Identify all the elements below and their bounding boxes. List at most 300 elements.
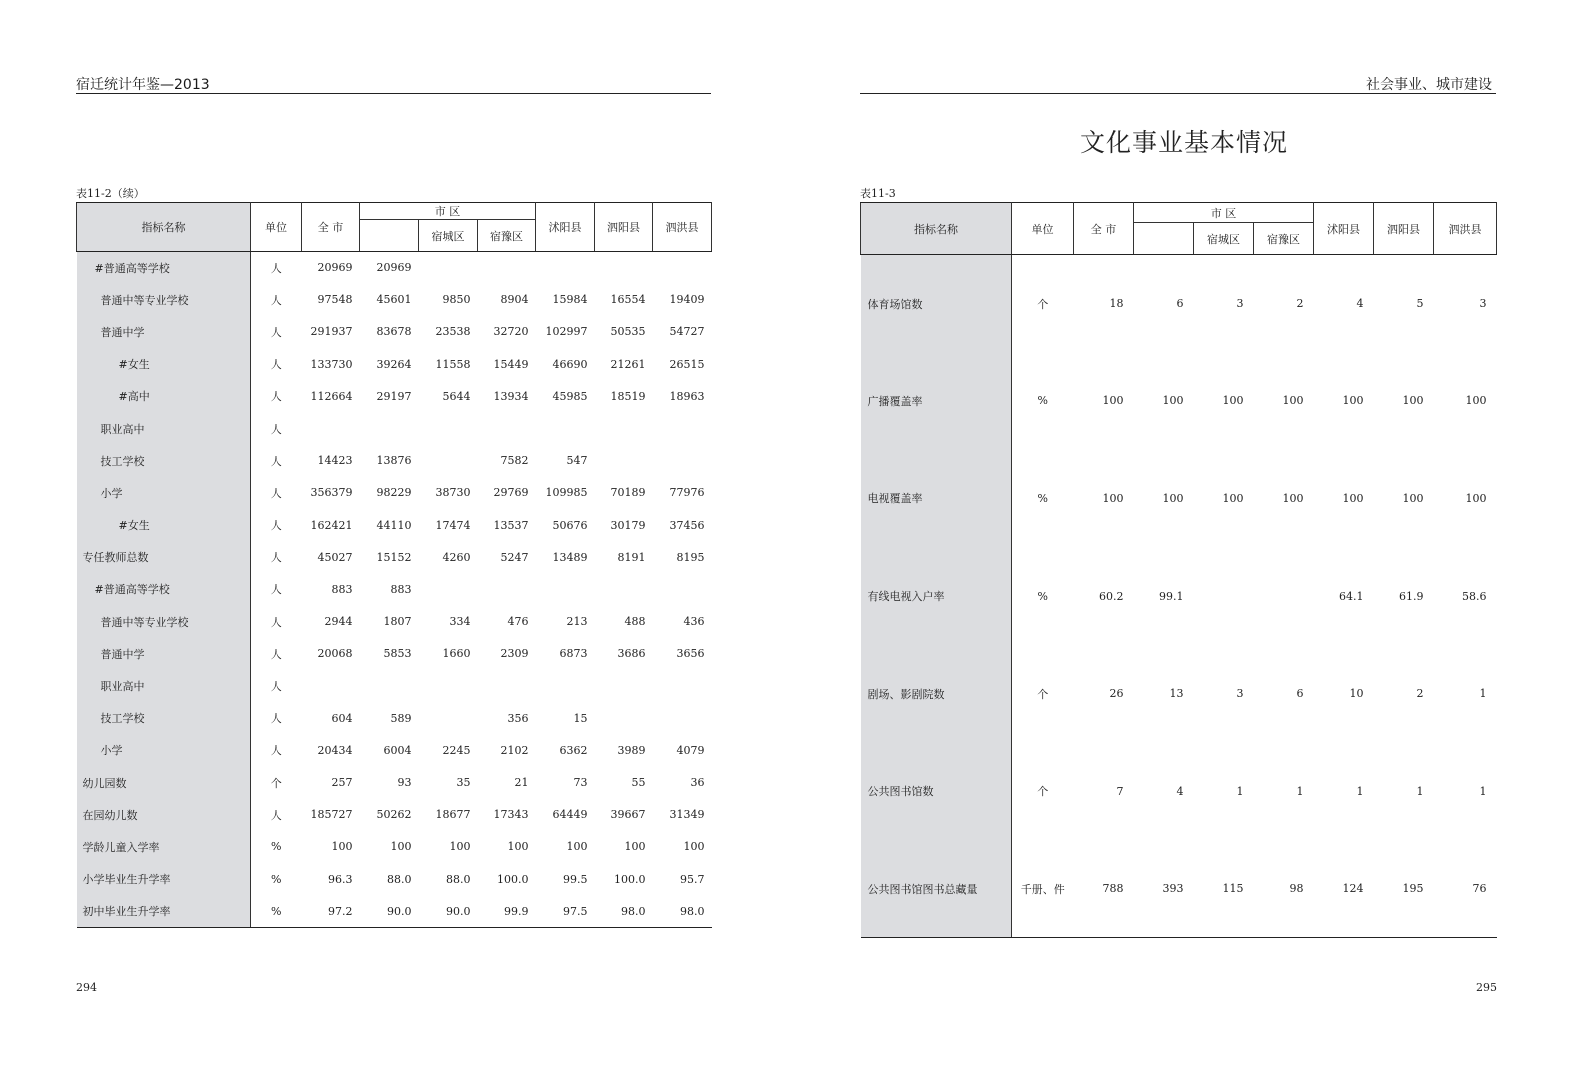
table-row <box>77 831 712 863</box>
row-label: 小学毕业生升学率 <box>77 863 251 895</box>
cell-value: 26515 <box>669 357 705 371</box>
cell-value: 50535 <box>610 325 646 339</box>
right-page-number: 295 <box>1476 981 1497 994</box>
table-row <box>77 477 712 509</box>
cell-value: 213 <box>566 615 588 629</box>
cell-value: 100 <box>1282 491 1304 505</box>
row-unit: 人 <box>270 358 282 372</box>
row-label: 小学 <box>77 734 251 766</box>
cell-value: 5644 <box>442 389 471 403</box>
col-header-all: 全 市 <box>1074 203 1134 255</box>
cell-value <box>595 445 653 477</box>
cell-value: 100 <box>1102 491 1124 505</box>
col-header-urban-total <box>1134 223 1194 255</box>
table-row <box>77 863 712 895</box>
cell-value: 547 <box>566 454 588 468</box>
cell-value: 4260 <box>442 550 471 564</box>
cell-value: 100 <box>683 840 705 854</box>
row-label: 专任教师总数 <box>77 541 251 573</box>
cell-value <box>653 412 712 444</box>
cell-value: 3656 <box>676 647 705 661</box>
cell-value: 58.6 <box>1462 589 1487 603</box>
col-header-suchen: 宿城区 <box>419 220 478 252</box>
cell-value: 6873 <box>559 647 588 661</box>
cell-value: 37456 <box>669 518 705 532</box>
row-unit: 人 <box>270 551 282 565</box>
cell-value: 45601 <box>376 293 412 307</box>
row-unit: 个 <box>1037 785 1049 799</box>
cell-value: 4 <box>1356 297 1364 311</box>
cell-value: 100 <box>1342 394 1364 408</box>
cell-value: 100 <box>1342 491 1364 505</box>
cell-value <box>419 702 478 734</box>
cell-value: 18519 <box>610 389 646 403</box>
col-header-sihong: 泗洪县 <box>1434 203 1497 255</box>
cell-value: 13 <box>1169 687 1184 701</box>
cell-value: 98.0 <box>653 895 712 927</box>
row-unit: 人 <box>270 454 282 468</box>
cell-value: 7582 <box>500 454 529 468</box>
row-label: 有线电视入户率 <box>861 547 1012 645</box>
education-table <box>76 202 712 928</box>
cell-value: 100 <box>1402 394 1424 408</box>
cell-value: 96.3 <box>328 872 353 886</box>
col-header-shuyang: 沭阳县 <box>536 203 595 252</box>
cell-value <box>478 670 536 702</box>
row-unit: % <box>1037 394 1048 408</box>
col-header-all: 全 市 <box>302 203 360 252</box>
cell-value <box>595 412 653 444</box>
table-row <box>77 734 712 766</box>
cell-value: 77976 <box>669 486 705 500</box>
cell-value: 11558 <box>435 357 471 371</box>
cell-value: 334 <box>449 615 471 629</box>
col-header-suyu: 宿豫区 <box>1254 223 1314 255</box>
cell-value: 1 <box>1296 784 1304 798</box>
cell-value: 60.2 <box>1099 589 1124 603</box>
row-label: 公共图书馆数 <box>861 742 1012 840</box>
cell-value: 100 <box>1465 394 1487 408</box>
cell-value: 2309 <box>500 647 529 661</box>
row-label: 体育场馆数 <box>861 255 1012 353</box>
cell-value: 1 <box>1416 784 1424 798</box>
cell-value <box>419 670 478 702</box>
cell-value <box>419 252 478 284</box>
row-label: 学龄儿童入学率 <box>77 831 251 863</box>
cell-value: 100 <box>1162 394 1184 408</box>
row-label: 职业高中 <box>77 670 251 702</box>
cell-value: 55 <box>631 776 646 790</box>
cell-value: 38730 <box>435 486 471 500</box>
cell-value <box>536 252 595 284</box>
cell-value: 257 <box>331 776 353 790</box>
cell-value: 133730 <box>310 357 353 371</box>
cell-value: 356379 <box>310 486 353 500</box>
cell-value: 9850 <box>442 293 471 307</box>
cell-value <box>595 702 653 734</box>
cell-value: 32720 <box>493 325 529 339</box>
row-unit: % <box>271 872 282 886</box>
cell-value: 3 <box>1479 297 1487 311</box>
table-row <box>861 450 1497 548</box>
cell-value: 100 <box>1162 491 1184 505</box>
cell-value <box>595 573 653 605</box>
row-unit: 人 <box>270 390 282 404</box>
cell-value: 2 <box>1416 687 1424 701</box>
cell-value: 589 <box>390 711 412 725</box>
cell-value: 1 <box>1479 784 1487 798</box>
cell-value: 476 <box>507 615 529 629</box>
cell-value <box>478 252 536 284</box>
cell-value <box>653 670 712 702</box>
row-label: 电视覆盖率 <box>861 450 1012 548</box>
row-label: 技工学校 <box>77 445 251 477</box>
cell-value <box>536 670 595 702</box>
cell-value: 100 <box>1282 394 1304 408</box>
cell-value: 6 <box>1296 687 1304 701</box>
cell-value: 185727 <box>310 808 353 822</box>
cell-value: 90.0 <box>419 895 478 927</box>
table-row <box>77 767 712 799</box>
col-header-siyang: 泗阳县 <box>595 203 653 252</box>
cell-value: 3 <box>1236 687 1244 701</box>
row-label: 普通中学 <box>77 638 251 670</box>
cell-value <box>478 573 536 605</box>
table-row <box>77 316 712 348</box>
cell-value: 4 <box>1176 784 1184 798</box>
row-unit: 人 <box>270 583 282 597</box>
table-row <box>77 702 712 734</box>
cell-value: 100 <box>507 840 529 854</box>
cell-value: 15984 <box>552 293 588 307</box>
cell-value: 100 <box>1222 394 1244 408</box>
cell-value <box>419 445 478 477</box>
cell-value: 29197 <box>376 389 412 403</box>
cell-value <box>595 670 653 702</box>
cell-value <box>1254 547 1314 645</box>
cell-value: 124 <box>1314 840 1374 938</box>
row-unit: 人 <box>270 293 282 307</box>
cell-value: 15 <box>573 711 588 725</box>
col-header-siyang: 泗阳县 <box>1374 203 1434 255</box>
cell-value <box>653 445 712 477</box>
cell-value: 436 <box>683 615 705 629</box>
left-running-header: 宿迁统计年鉴—2013 <box>76 77 210 93</box>
row-label: 普通中等专业学校 <box>77 606 251 638</box>
cell-value: 100 <box>449 840 471 854</box>
cell-value: 76 <box>1434 840 1497 938</box>
right-table-number: 表11-3 <box>860 187 896 200</box>
cell-value: 1660 <box>442 647 471 661</box>
cell-value: 45985 <box>552 389 588 403</box>
row-label: 职业高中 <box>77 412 251 444</box>
cell-value: 1 <box>1236 784 1244 798</box>
right-header-rule <box>860 93 1496 94</box>
row-label: 小学 <box>77 477 251 509</box>
cell-value: 13489 <box>552 550 588 564</box>
cell-value: 13934 <box>493 389 529 403</box>
cell-value: 5247 <box>500 550 529 564</box>
cell-value: 99.5 <box>563 872 588 886</box>
left-table-number: 表11-2（续） <box>76 187 145 200</box>
cell-value: 39667 <box>610 808 646 822</box>
table-row <box>77 284 712 316</box>
row-unit: 千册、件 <box>1012 840 1074 938</box>
row-unit: 人 <box>270 712 282 726</box>
cell-value: 604 <box>331 711 353 725</box>
cell-value <box>419 412 478 444</box>
row-label: 初中毕业生升学率 <box>77 895 251 927</box>
row-unit: % <box>1037 491 1048 505</box>
cell-value: 29769 <box>493 486 529 500</box>
row-unit: % <box>1037 589 1048 603</box>
cell-value: 15152 <box>376 550 412 564</box>
col-header-shuyang: 沭阳县 <box>1314 203 1374 255</box>
cell-value <box>653 573 712 605</box>
cell-value: 13876 <box>376 454 412 468</box>
cell-value: 195 <box>1374 840 1434 938</box>
cell-value: 93 <box>397 776 412 790</box>
cell-value <box>595 252 653 284</box>
cell-value: 13537 <box>493 518 529 532</box>
cell-value: 162421 <box>310 518 353 532</box>
table-row <box>77 509 712 541</box>
cell-value: 356 <box>507 711 529 725</box>
cell-value: 45027 <box>317 550 353 564</box>
cell-value: 14423 <box>317 454 353 468</box>
row-unit: 个 <box>270 776 282 790</box>
cell-value: 100 <box>624 840 646 854</box>
left-header-rule <box>76 93 711 94</box>
culture-table-body <box>861 255 1497 938</box>
cell-value: 23538 <box>435 325 471 339</box>
cell-value <box>419 573 478 605</box>
row-unit: 人 <box>270 647 282 661</box>
cell-value: 97548 <box>317 293 353 307</box>
cell-value: 99.1 <box>1159 589 1184 603</box>
cell-value: 88.0 <box>387 872 412 886</box>
cell-value: 20434 <box>317 743 353 757</box>
row-unit: % <box>251 895 302 927</box>
cell-value: 20969 <box>317 261 353 275</box>
cell-value: 3989 <box>617 743 646 757</box>
cell-value: 73 <box>573 776 588 790</box>
cell-value: 6362 <box>559 743 588 757</box>
cell-value: 488 <box>624 615 646 629</box>
education-table-body <box>77 252 712 928</box>
row-unit: 人 <box>270 744 282 758</box>
cell-value: 788 <box>1074 840 1134 938</box>
cell-value: 100 <box>1222 491 1244 505</box>
cell-value: 88.0 <box>446 872 471 886</box>
cell-value: 26 <box>1109 687 1124 701</box>
cell-value: 2102 <box>500 743 529 757</box>
cell-value <box>360 670 419 702</box>
table-row <box>861 255 1497 353</box>
col-header-unit: 单位 <box>1012 203 1074 255</box>
cell-value: 8195 <box>676 550 705 564</box>
row-label: 幼儿园数 <box>77 767 251 799</box>
row-unit: 人 <box>270 808 282 822</box>
cell-value: 64449 <box>552 808 588 822</box>
cell-value <box>360 412 419 444</box>
cell-value: 95.7 <box>680 872 705 886</box>
cell-value: 35 <box>456 776 471 790</box>
cell-value: 70189 <box>610 486 646 500</box>
cell-value: 2245 <box>442 743 471 757</box>
cell-value: 883 <box>331 582 353 596</box>
cell-value: 8191 <box>617 550 646 564</box>
row-label: 剧场、影剧院数 <box>861 645 1012 743</box>
cell-value: 50262 <box>376 808 412 822</box>
cell-value: 3 <box>1236 297 1244 311</box>
table-row <box>77 412 712 444</box>
cell-value <box>536 412 595 444</box>
cell-value: 21 <box>514 776 529 790</box>
cell-value: 109985 <box>545 486 588 500</box>
right-running-header: 社会事业、城市建设 <box>1366 77 1492 93</box>
cell-value: 4079 <box>676 743 705 757</box>
cell-value: 20068 <box>317 647 353 661</box>
cell-value: 54727 <box>669 325 705 339</box>
table-row <box>77 573 712 605</box>
table-row <box>77 799 712 831</box>
row-unit: % <box>271 840 282 854</box>
cell-value: 3686 <box>617 647 646 661</box>
row-label: 在园幼儿数 <box>77 799 251 831</box>
row-label: #女生 <box>77 348 251 380</box>
cell-value: 17343 <box>493 808 529 822</box>
cell-value: 90.0 <box>360 895 419 927</box>
row-unit: 人 <box>270 680 282 694</box>
cell-value: 115 <box>1194 840 1254 938</box>
row-unit: 人 <box>270 261 282 275</box>
col-header-unit: 单位 <box>251 203 302 252</box>
table-row <box>77 670 712 702</box>
row-label: 公共图书馆图书总藏量 <box>861 840 1012 938</box>
cell-value: 100 <box>1402 491 1424 505</box>
cell-value: 18963 <box>669 389 705 403</box>
cell-value: 883 <box>390 582 412 596</box>
table-row <box>861 742 1497 840</box>
cell-value: 10 <box>1349 687 1364 701</box>
cell-value: 100.0 <box>497 872 529 886</box>
cell-value: 98.0 <box>595 895 653 927</box>
col-header-suyu: 宿豫区 <box>478 220 536 252</box>
cell-value: 97.2 <box>302 895 360 927</box>
row-unit: 人 <box>270 486 282 500</box>
col-header-urban-total <box>360 220 419 252</box>
row-unit: 人 <box>270 325 282 339</box>
col-header-urban: 市 区 <box>1134 203 1314 223</box>
cell-value <box>302 412 360 444</box>
col-header-urban: 市 区 <box>360 203 536 220</box>
cell-value: 98229 <box>376 486 412 500</box>
cell-value: 15449 <box>493 357 529 371</box>
table-row <box>861 645 1497 743</box>
cell-value <box>1194 547 1254 645</box>
cell-value <box>653 252 712 284</box>
table-row <box>861 840 1497 938</box>
row-unit: 个 <box>1037 687 1049 701</box>
cell-value: 2 <box>1296 297 1304 311</box>
cell-value: 100 <box>390 840 412 854</box>
col-header-name: 指标名称 <box>77 203 251 252</box>
cell-value: 100 <box>331 840 353 854</box>
cell-value: 393 <box>1134 840 1194 938</box>
row-label: #女生 <box>77 509 251 541</box>
row-label: #普通高等学校 <box>77 573 251 605</box>
cell-value: 291937 <box>310 325 353 339</box>
row-label: 技工学校 <box>77 702 251 734</box>
cell-value: 30179 <box>610 518 646 532</box>
cell-value: 64.1 <box>1339 589 1364 603</box>
cell-value: 112664 <box>310 389 353 403</box>
cell-value: 100 <box>566 840 588 854</box>
row-label: 普通中学 <box>77 316 251 348</box>
cell-value: 17474 <box>435 518 471 532</box>
row-unit: 人 <box>270 422 282 436</box>
row-unit: 个 <box>1037 297 1049 311</box>
row-label: #高中 <box>77 380 251 412</box>
table-row <box>77 541 712 573</box>
table-row <box>77 638 712 670</box>
cell-value: 31349 <box>669 808 705 822</box>
left-page-number: 294 <box>76 981 97 994</box>
table-row <box>861 547 1497 645</box>
cell-value <box>653 702 712 734</box>
cell-value: 50676 <box>552 518 588 532</box>
cell-value: 1 <box>1479 687 1487 701</box>
cell-value: 100.0 <box>614 872 646 886</box>
cell-value: 16554 <box>610 293 646 307</box>
row-label: #普通高等学校 <box>77 252 251 284</box>
col-header-sihong: 泗洪县 <box>653 203 712 252</box>
cell-value: 1 <box>1356 784 1364 798</box>
cell-value: 100 <box>1102 394 1124 408</box>
cell-value: 18677 <box>435 808 471 822</box>
row-label: 普通中等专业学校 <box>77 284 251 316</box>
table-row <box>77 380 712 412</box>
cell-value: 6 <box>1176 297 1184 311</box>
cell-value: 99.9 <box>478 895 536 927</box>
cell-value: 1807 <box>383 615 412 629</box>
cell-value: 46690 <box>552 357 588 371</box>
cell-value: 19409 <box>669 293 705 307</box>
cell-value: 102997 <box>545 325 588 339</box>
table-row <box>77 606 712 638</box>
cell-value: 44110 <box>376 518 412 532</box>
table-row <box>77 348 712 380</box>
cell-value: 39264 <box>376 357 412 371</box>
cell-value: 2944 <box>324 615 353 629</box>
cell-value: 6004 <box>383 743 412 757</box>
cell-value <box>302 670 360 702</box>
page-title: 文化事业基本情况 <box>1080 128 1289 157</box>
row-unit: 人 <box>270 615 282 629</box>
col-header-name: 指标名称 <box>861 203 1012 255</box>
cell-value: 100 <box>1465 491 1487 505</box>
table-row <box>77 445 712 477</box>
cell-value: 61.9 <box>1399 589 1424 603</box>
cell-value: 7 <box>1116 784 1124 798</box>
cell-value: 8904 <box>500 293 529 307</box>
cell-value <box>536 573 595 605</box>
cell-value: 36 <box>690 776 705 790</box>
table-row <box>77 895 712 927</box>
cell-value: 21261 <box>610 357 646 371</box>
culture-table <box>860 202 1497 938</box>
